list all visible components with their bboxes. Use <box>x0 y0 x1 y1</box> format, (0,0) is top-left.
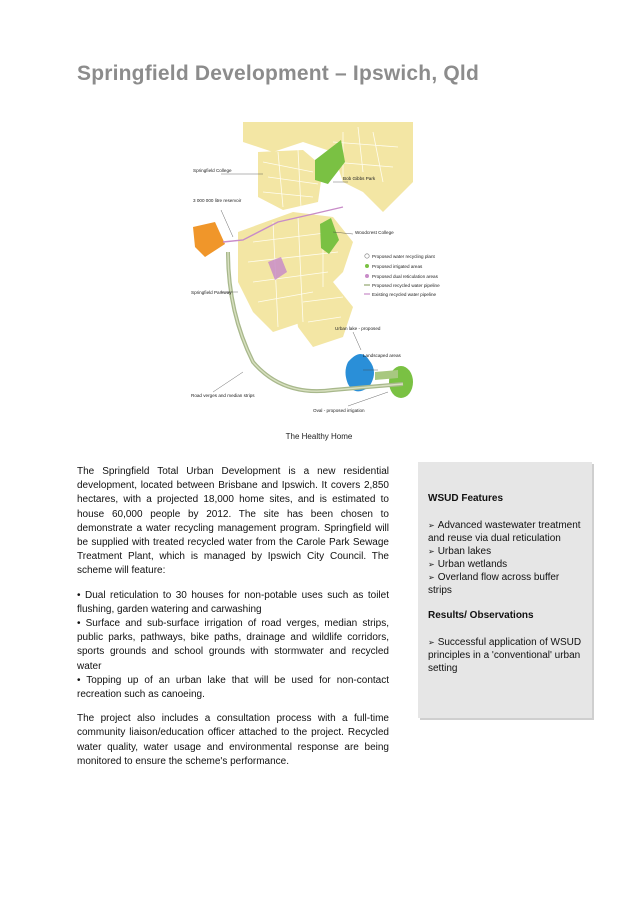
page-title: Springfield Development – Ipswich, Qld <box>77 62 479 85</box>
label-landscaped-areas: Landscaped areas <box>363 353 401 358</box>
label-oval: Oval - proposed irrigation <box>313 408 365 413</box>
feature-item: ➢ Urban lakes <box>428 546 492 557</box>
arrow-bullet-icon: ➢ <box>428 560 435 569</box>
label-woodcrest-college: Woodcrest College <box>355 230 394 235</box>
label-springfield-parkway: Springfield Parkway <box>191 290 232 295</box>
map-legend <box>364 254 440 297</box>
development-map <box>183 122 440 422</box>
feature-bullet: • Dual reticulation to 30 houses for non-potable uses such as toilet flushing, garden watering and carwashing <box>77 589 389 615</box>
legend-item-proposed-pipeline: Proposed recycled water pipeline <box>372 283 440 288</box>
map-figure <box>183 122 440 422</box>
label-urban-lake: Urban lake - proposed <box>335 326 381 331</box>
label-road-verges: Road verges and median strips <box>191 393 255 398</box>
body-text <box>77 465 389 779</box>
label-springfield-college: Springfield College <box>193 168 232 173</box>
figure-caption: The Healthy Home <box>285 432 353 441</box>
arrow-bullet-icon: ➢ <box>428 547 435 556</box>
wsud-sidebar <box>418 462 592 718</box>
feature-bullet: • Surface and sub-surface irrigation of road verges, median strips, public parks, pathways, bike paths, drainage and wildlife corridors, sports grounds and school grounds with stormwater and recycled water <box>77 618 389 672</box>
legend-item-recycling-plant: Proposed water recycling plant <box>372 254 435 259</box>
results-heading: Results/ Observations <box>428 610 534 621</box>
legend-item-dual-reticulation: Proposed dual reticulation areas <box>372 274 438 279</box>
label-reservoir: 3 000 000 litre reservoir <box>193 198 242 203</box>
feature-bullet: • Topping up of an urban lake that will be used for non-contact recreation such as canoeing. <box>77 674 389 701</box>
legend-item-existing-pipeline: Existing recycled water pipeline <box>372 292 437 297</box>
features-heading: WSUD Features <box>428 493 504 504</box>
arrow-bullet-icon: ➢ <box>428 521 435 530</box>
feature-item: ➢ Advanced wastewater treatment and reuse via dual reticulation <box>428 520 581 544</box>
arrow-bullet-icon: ➢ <box>428 573 435 582</box>
closing-paragraph: The project also includes a consultation process with a full-time community liaison/education officer attached to the project. Recycled water quality, water usage and environmental response are being monitored to ensure the scheme's performance. <box>77 713 389 767</box>
label-bob-gibbs-park: Bob Gibbs Park <box>343 176 376 181</box>
feature-item: ➢ Urban wetlands <box>428 559 508 570</box>
legend-item-irrigated: Proposed irrigated areas <box>372 264 423 269</box>
feature-item: ➢ Overland flow across buffer strips <box>428 572 560 596</box>
result-item: ➢ Successful application of WSUD principles in a 'conventional' urban setting <box>428 637 582 674</box>
arrow-bullet-icon: ➢ <box>428 638 435 647</box>
intro-paragraph: The Springfield Total Urban Development is a new residential development, located between Brisbane and Ipswich. It covers 2,850 hectares, with a projected 18,000 home sites, and is estimated to house 60,000 people by 2012. The site has been chosen to demonstrate a water recycling management program. Springfield will be supplied with treated recycled water from the Carole Park Sewage Treatment Plant, which is managed by Ipswich City Council. The scheme will feature: <box>77 466 389 577</box>
reservoir-area <box>193 222 225 257</box>
